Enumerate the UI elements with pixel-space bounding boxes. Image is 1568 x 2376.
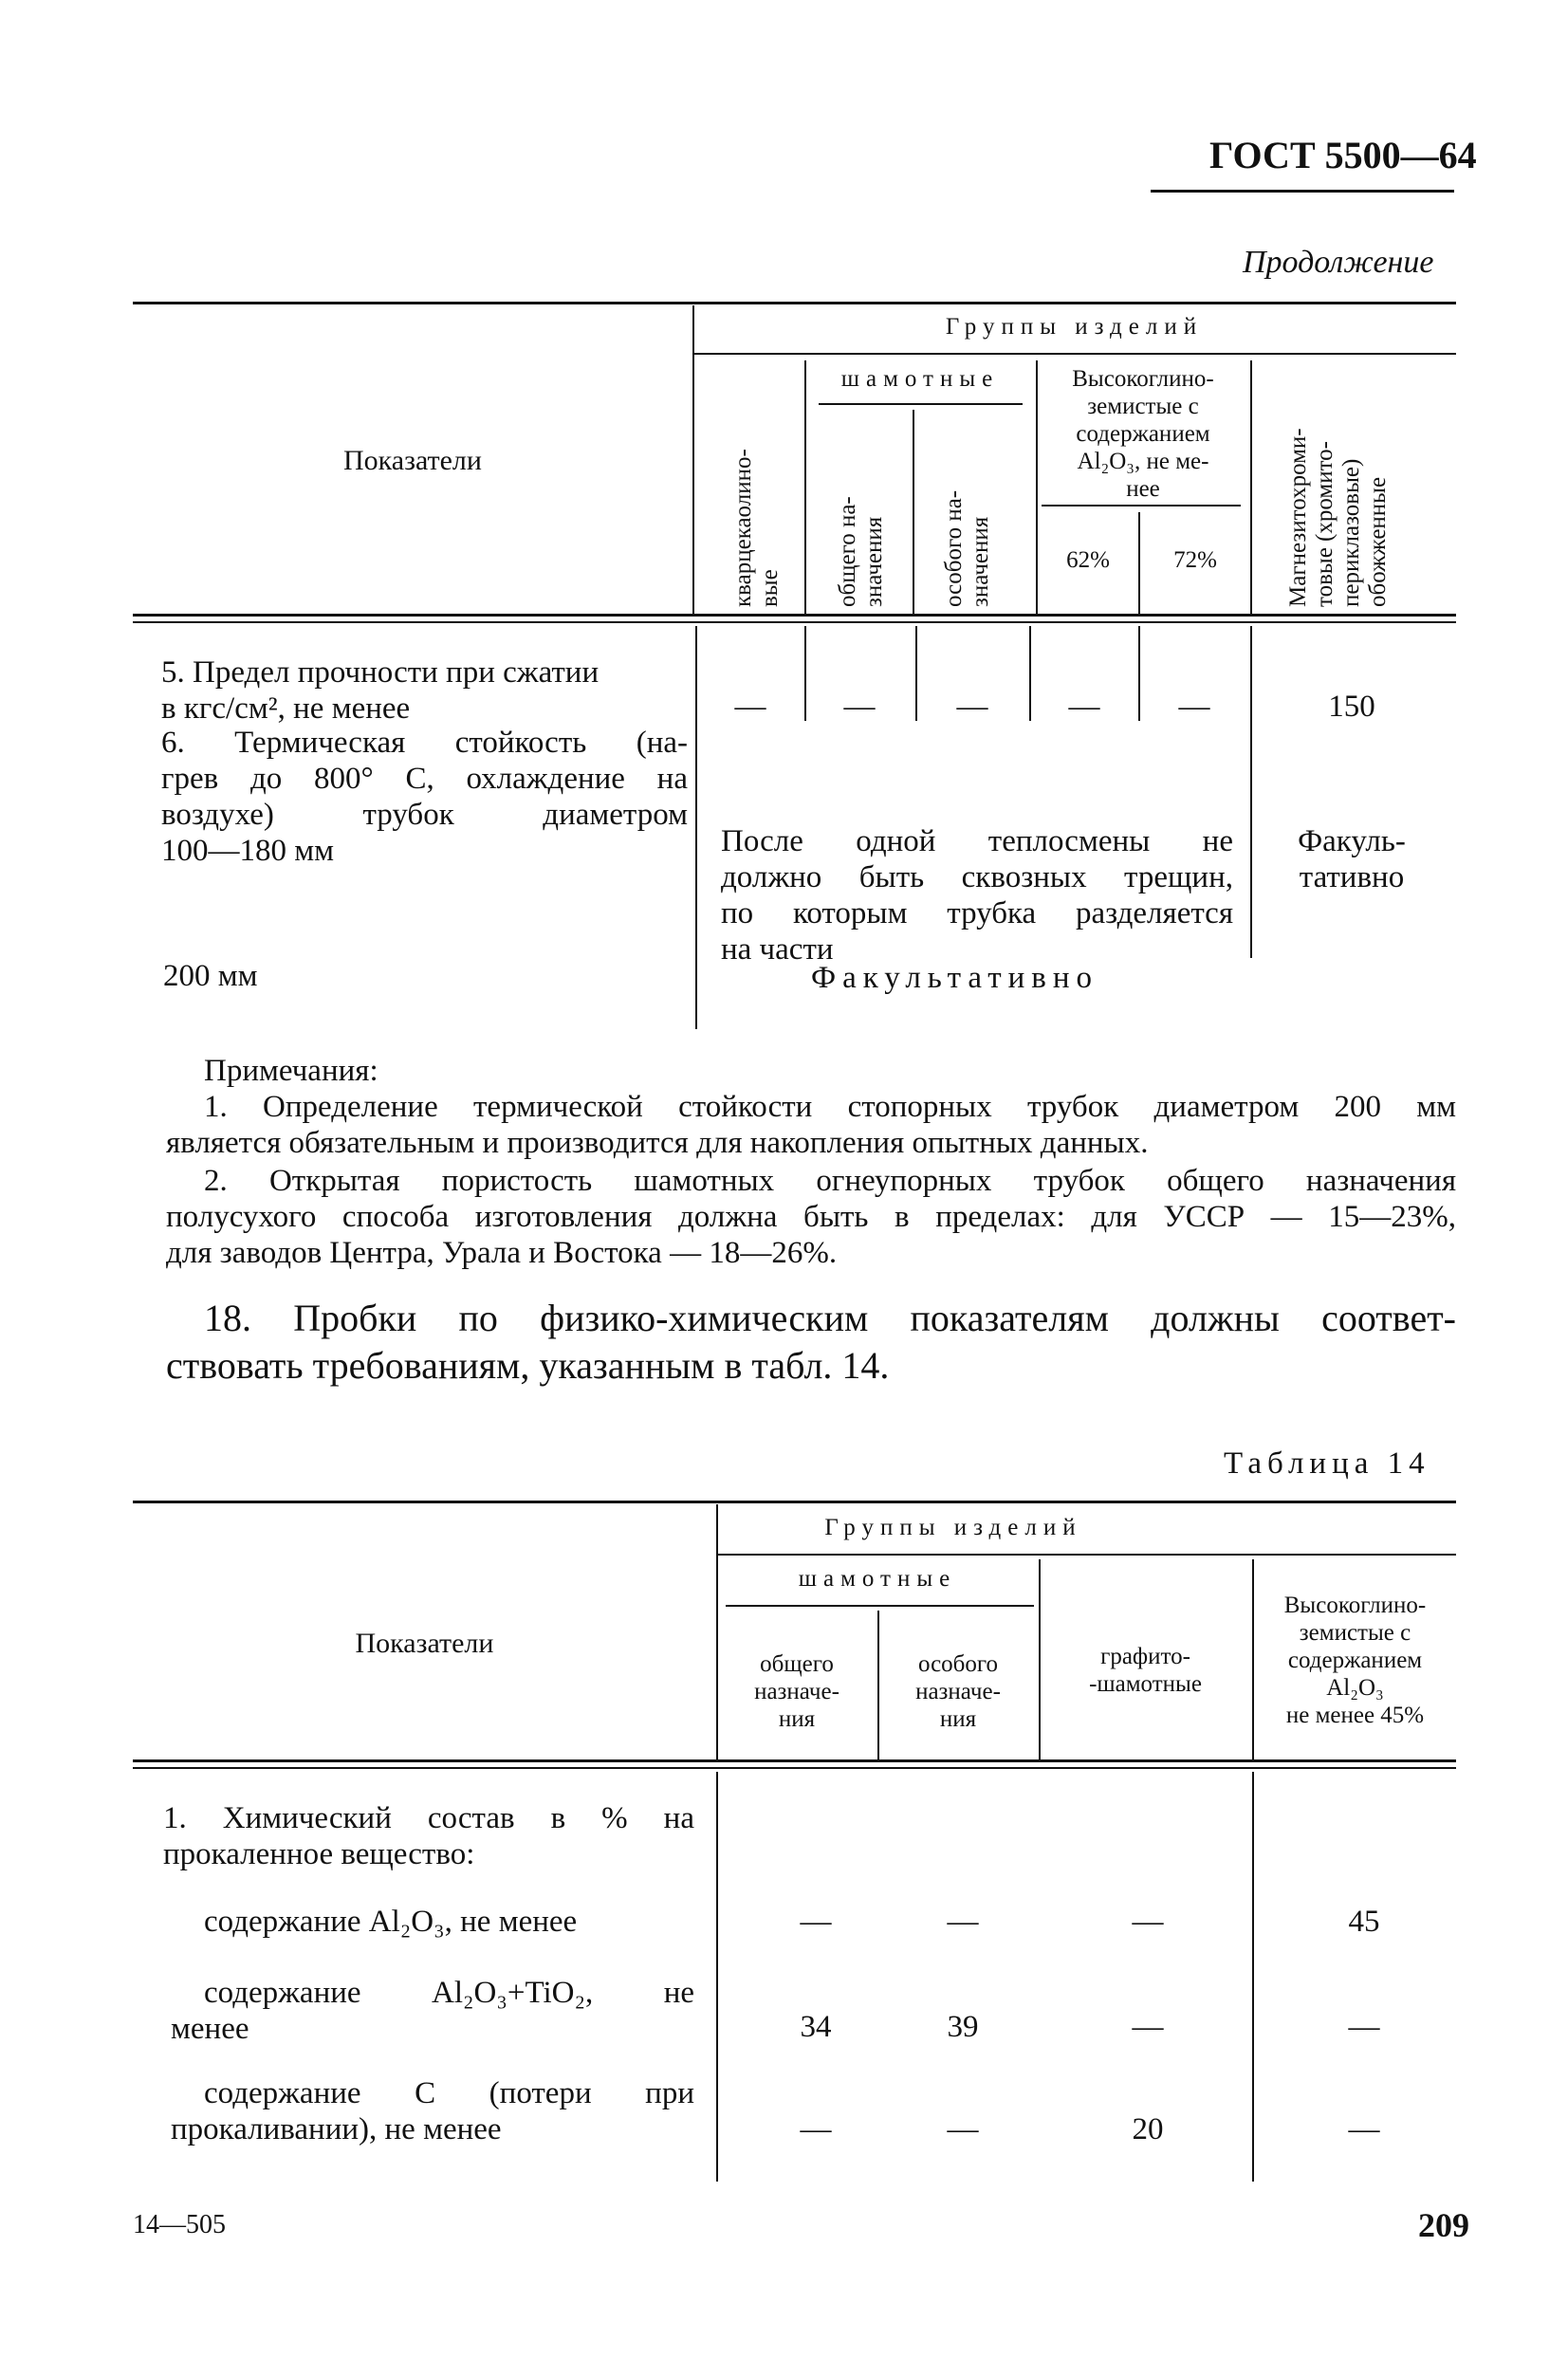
- row5-value-quartz: —: [734, 690, 766, 724]
- paragraph-18: 18. Пробки по физико-химическим показателям должны соответ- ствовать требованиям, указанным в табл. 14.: [166, 1297, 1456, 1387]
- t14-row-al2o3-tio2-special: 39: [947, 2010, 979, 2044]
- footer-code: 14—505: [133, 2210, 226, 2239]
- t14-row-al2o3-graphite: —: [1132, 1905, 1164, 1939]
- page-number: 209: [1418, 2206, 1469, 2244]
- t14-row-c-general: —: [800, 2112, 832, 2146]
- note-1: 1. Определение термической стойкости стопорных трубок диаметром 200 мм является обязательным и производится для накопления опытных данных.: [166, 1090, 1456, 1160]
- col-72-percent: 72%: [1173, 547, 1217, 573]
- t14-row1-label: 1. Химический состав в % на прокаленное вещество:: [163, 1801, 694, 1871]
- t14-col-high-alumina: Высокоглино- земистые с содержанием Al₂O₃ не менее 45%: [1283, 1593, 1427, 1728]
- col-magnesite: Магнезитохроми- товые (хромито- периклазовые) обожженные: [1285, 428, 1391, 607]
- col-62-percent: 62%: [1066, 547, 1110, 573]
- t14-row-al2o3-tio2-high-alumina: —: [1348, 2010, 1380, 2044]
- row5-value-62: —: [1068, 690, 1100, 724]
- row5-value-special: —: [956, 690, 988, 724]
- t14-row-al2o3-high-alumina: 45: [1348, 1905, 1380, 1939]
- t14-row-c-label: содержание С (потери при прокаливании), не менее: [171, 2076, 694, 2146]
- row5-label: 5. Предел прочности при сжатии в кгс/см², не менее: [161, 655, 600, 726]
- t14-groups-header: Группы изделий: [824, 1515, 1082, 1540]
- row6-sub-value: Факультативно: [811, 961, 1099, 995]
- document-code: ГОСТ 5500—64: [1209, 134, 1477, 176]
- t14-row-al2o3-tio2-graphite: —: [1132, 2010, 1164, 2044]
- t14-col-indicators: Показатели: [355, 1628, 494, 1659]
- col-general-purpose: общего на- значения: [835, 496, 887, 607]
- row5-value-magnesite: 150: [1328, 690, 1375, 724]
- t14-col-special: особого назначе- ния: [915, 1651, 1001, 1732]
- t14-row-al2o3-tio2-label: содержание Al₂O₃+TiO₂, не менее: [171, 1976, 694, 2046]
- t14-group-chamotte: шамотные: [798, 1566, 957, 1592]
- group-chamotte: шамотные: [840, 366, 1000, 392]
- t14-row-c-graphite: 20: [1132, 2112, 1164, 2146]
- t14-row-al2o3-special: —: [947, 1905, 979, 1939]
- row6-text: После одной теплосмены не должно быть сквозных трещин, по которым трубка разделяется на части: [721, 824, 1233, 967]
- header-rule: [1151, 190, 1454, 193]
- notes-title: Примечания:: [204, 1054, 378, 1088]
- t14-row-al2o3-general: —: [800, 1905, 832, 1939]
- t14-row-c-high-alumina: —: [1348, 2112, 1380, 2146]
- continuation-label: Продолжение: [1243, 245, 1434, 280]
- t14-row-al2o3-label: содержание Al₂O₃, не менее: [204, 1905, 578, 1939]
- row5-value-72: —: [1178, 690, 1210, 724]
- groups-header: Группы изделий: [945, 314, 1204, 340]
- group-high-alumina: Высокоглино- земистые с содержанием Al₂O₃, не ме- нее: [1072, 366, 1214, 502]
- t14-row-c-special: —: [947, 2112, 979, 2146]
- row6-magnesite: Факуль- тативно: [1298, 824, 1406, 894]
- col-quartz: кварцекаолино- вые: [730, 449, 783, 607]
- t14-col-general: общего назначе- ния: [754, 1651, 839, 1732]
- col-indicators: Показатели: [343, 445, 482, 476]
- col-special-purpose: особого на- значения: [941, 489, 993, 607]
- row6-label: 6. Термическая стойкость (на- грев до 800° С, охлаждение на воздухе) трубок диаметром 100—180 мм: [161, 726, 688, 868]
- note-2: 2. Открытая пористость шамотных огнеупорных трубок общего назначения полусухого способа изготовления должна быть в пределах: для УССР — 15—23%, для заводов Центра, Урала и Востока — 18—26%.: [166, 1164, 1456, 1270]
- t14-row-al2o3-tio2-general: 34: [800, 2010, 832, 2044]
- table14-title: Таблица 14: [1224, 1446, 1430, 1481]
- row6-sub-label: 200 мм: [163, 959, 258, 993]
- row5-value-general: —: [843, 690, 876, 724]
- t14-col-graphite: графито- -шамотные: [1089, 1644, 1202, 1697]
